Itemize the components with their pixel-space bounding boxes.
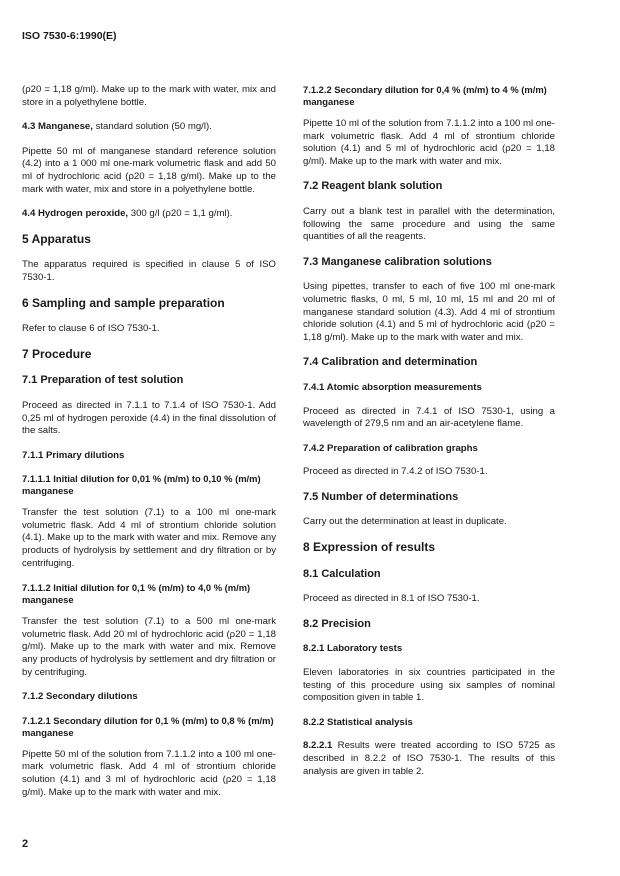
paragraph: Proceed as directed in 7.1.1 to 7.1.4 of ISO 7530-1. Add 0,25 ml of hydrogen peroxide (4.4) in the final dissolution of the salts. <box>22 399 276 437</box>
clause-heading: 7.1.2 Secondary dilutions <box>22 691 138 703</box>
paragraph-with-lead <box>22 208 276 221</box>
subsection-heading: 7.4 Calibration and determination <box>303 356 478 369</box>
paragraph: Using pipettes, transfer to each of five 100 ml one-mark volumetric flasks, 0 ml, 5 ml, 10 ml, 15 ml and 20 ml of manganese standard solution (4.3). Add 4 ml of strontium chloride solution (4.1) and 5 ml of hydrochloric acid (ρ20 = 1,18 g/ml). Make up to the mark with water and mix. <box>303 281 555 343</box>
subclause-heading: 7.1.1.2 Initial dilution for 0,1 % (m/m) to 4,0 % (m/m) manganese <box>22 582 251 606</box>
paragraph: Proceed as directed in 7.4.1 of ISO 7530-1, using a wavelength of 279,5 nm and an air-acetylene flame. <box>303 405 555 430</box>
paragraph: Carry out a blank test in parallel with the determination, following the same procedure and using the same quantities of all the reagents. <box>303 205 555 243</box>
paragraph: (ρ20 = 1,18 g/ml). Make up to the mark with water, mix and store in a polyethylene bottle. <box>22 84 276 108</box>
page-number: 2 <box>22 838 29 850</box>
paragraph: The apparatus required is specified in clause 5 of ISO 7530-1. <box>22 259 276 283</box>
paragraph: Pipette 50 ml of the solution from 7.1.1.2 into a 100 ml one-mark volumetric flask. Add 4 ml of strontium chloride solution (4.1) and 3 ml of hydrochloric acid (ρ20 = 1,18 g/ml). Make up to the mark with water and mix. <box>22 748 276 798</box>
paragraph: Transfer the test solution (7.1) to a 500 ml one-mark volumetric flask. Add 20 ml of hydrochloric acid (ρ20 = 1,18 g/ml). Make up to the mark with water and mix. Remove any products of hydrolysis by settlement and dry filtration or by centrifuging. <box>22 616 276 678</box>
paragraph: Carry out the determination at least in duplicate. <box>303 516 507 528</box>
clause-heading: 7.4.1 Atomic absorption measurements <box>303 381 482 393</box>
paragraph: Proceed as directed in 7.4.2 of ISO 7530-1. <box>303 466 488 478</box>
paragraph: Transfer the test solution (7.1) to a 100 ml one-mark volumetric flask. Add 4 ml of strontium chloride solution (4.1). Make up to the mark with water and mix. Remove any products of hydrolysis by settlement and dry filtration or by centrifuging. <box>22 507 276 569</box>
paragraph-text: Results were treated according to ISO 5725 as described in 8.2.2 of ISO 7530-1. The results of this analysis are given in table 2. <box>303 740 555 777</box>
subsection-heading: 8.1 Calculation <box>303 567 381 580</box>
left-column <box>22 84 276 811</box>
document-id-header: ISO 7530-6:1990(E) <box>22 30 117 42</box>
right-column <box>303 84 555 790</box>
paragraph: Proceed as directed in 8.1 of ISO 7530-1. <box>303 593 480 605</box>
section-heading: 6 Sampling and sample preparation <box>22 295 225 310</box>
paragraph: Eleven laboratories in six countries participated in the testing of this procedure using six samples of nominal composition given in table 1. <box>303 667 555 704</box>
section-heading: 5 Apparatus <box>22 231 91 246</box>
clause-heading: 8.2.1 Laboratory tests <box>303 643 403 655</box>
subsection-heading: 7.3 Manganese calibration solutions <box>303 255 492 268</box>
subclause-heading: 7.1.2.2 Secondary dilution for 0,4 % (m/m) to 4 % (m/m) manganese <box>303 84 547 107</box>
section-heading: 8 Expression of results <box>303 540 436 555</box>
paragraph-text: standard solution (50 mg/l). <box>92 121 212 133</box>
subsection-heading: 7.1 Preparation of test solution <box>22 374 184 387</box>
clause-heading: 8.2.2 Statistical analysis <box>303 716 413 728</box>
paragraph: Refer to clause 6 of ISO 7530-1. <box>22 323 160 335</box>
paragraph-lead: 4.3 Manganese, <box>22 121 93 133</box>
subsection-heading: 8.2 Precision <box>303 617 371 630</box>
section-heading: 7 Procedure <box>22 346 92 361</box>
paragraph-lead: 4.4 Hydrogen peroxide, <box>22 208 129 220</box>
paragraph-with-lead <box>22 121 276 134</box>
subsection-heading: 7.5 Number of determinations <box>303 490 459 503</box>
paragraph-text: 300 g/l (ρ20 = 1,1 g/ml). <box>128 208 233 220</box>
paragraph-lead: 8.2.2.1 <box>303 740 333 752</box>
clause-heading: 7.4.2 Preparation of calibration graphs <box>303 442 478 454</box>
clause-heading: 7.1.1 Primary dilutions <box>22 449 125 461</box>
paragraph-with-lead <box>303 740 555 778</box>
subclause-heading: 7.1.1.1 Initial dilution for 0,01 % (m/m) to 0,10 % (m/m) manganese <box>22 473 261 497</box>
subclause-heading: 7.1.2.1 Secondary dilution for 0,1 % (m/m) to 0,8 % (m/m) manganese <box>22 714 274 738</box>
paragraph: Pipette 10 ml of the solution from 7.1.1.2 into a 100 ml one-mark volumetric flask. Add 4 ml of strontium chloride solution (4.1) and 5 ml of hydrochloric acid (ρ20 = 1,18 g/ml). Make up to the mark with water and mix. <box>303 118 555 167</box>
paragraph: Pipette 50 ml of manganese standard reference solution (4.2) into a 1 000 ml one-mark volumetric flask and add 50 ml of hydrochloric acid (ρ20 = 1,18 g/ml). Make up to the mark with water, mix and store in a polyethylene bottle. <box>22 145 276 195</box>
subsection-heading: 7.2 Reagent blank solution <box>303 180 443 193</box>
